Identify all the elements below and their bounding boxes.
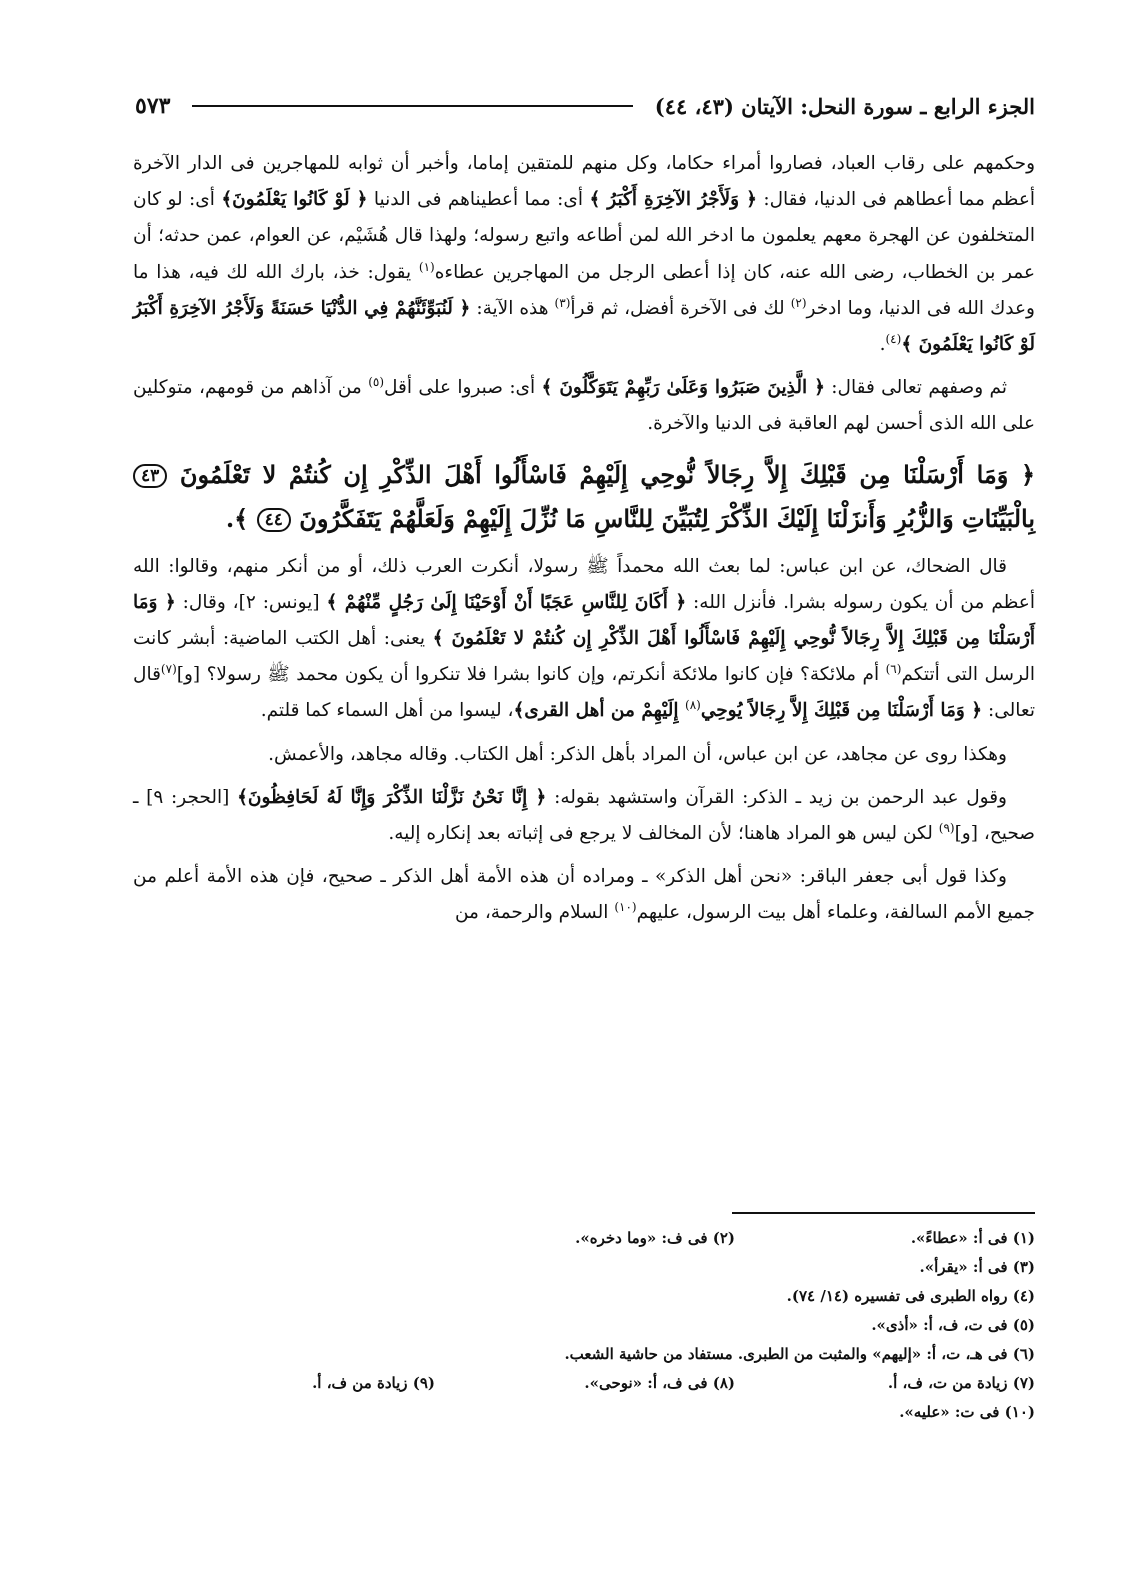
- footnote-row: [133, 1398, 1035, 1427]
- main-verse: ﴿ وَمَا أَرْسَلْنَا مِن قَبْلِكَ إِلاَّ رِجَالاً نُّوحِي إِلَيْهِمْ فَاسْأَلُوا أَهْلَ الذِّكْرِ إِن كُنتُمْ لا تَعْلَمُونَ ٤٣ بِالْبَيِّنَاتِ وَالزُّبُرِ وَأَنزَلْنَا إِلَيْكَ الذِّكْرَ لِتُبَيِّنَ لِلنَّاسِ مَا نُزِّلَ إِلَيْهِمْ وَلَعَلَّهُمْ يَتَفَكَّرُونَ ٤٤ ﴾.: [133, 453, 1035, 541]
- body-text: [133, 146, 1035, 932]
- footnote-ref: (١): [418, 259, 435, 274]
- footnote-2: (٢) فى ف: «وما دخره».: [575, 1229, 735, 1247]
- page-number: ٥٧٣: [135, 93, 171, 119]
- footnote-10: (١٠) فى ت: «عليه».: [899, 1403, 1035, 1421]
- footnote-ref: (٦): [885, 662, 902, 677]
- footnotes: [133, 1224, 1035, 1427]
- footnote-row: [133, 1224, 1035, 1253]
- paragraph-5: وقول عبد الرحمن بن زيد ـ الذكر: القرآن واستشهد بقوله: ﴿ إِنَّا نَحْنُ نَزَّلْنَا الذِّكْرَ وَإِنَّا لَهُ لَحَافِظُونَ﴾ [الحجر: ٩] ـ صحيح، [و]$^{(٩)}$ لكن ليس هو المراد هاهنا؛ لأن المخالف لا يرجع فى إثباته بعد إنكاره إليه.: [133, 786, 1035, 845]
- footnote-ref: (٢): [790, 295, 807, 310]
- quran-quote: ﴿ الَّذِينَ صَبَرُوا وَعَلَىٰ رَبِّهِمْ يَتَوَكَّلُونَ ﴾: [541, 377, 825, 399]
- paragraph-6: وكذا قول أبى جعفر الباقر: «نحن أهل الذكر» ـ ومراده أن هذه الأمة أهل الذكر ـ صحيح، فإن هذه الأمة أعلم من جميع الأمم السالفة، وعلماء أهل بيت الرسول، عليهم$^{(١٠)}$ السلام والرحمة، من: [133, 866, 1035, 924]
- paragraph-4: وهكذا روى عن مجاهد، عن ابن عباس، أن المراد بأهل الذكر: أهل الكتاب. وقاله مجاهد، والأعمش.: [268, 743, 1007, 765]
- footnote-ref: (٣): [554, 295, 571, 310]
- page-header: [135, 84, 1035, 128]
- footnote-ref: (٥): [368, 375, 385, 390]
- quran-quote: ﴿ إِنَّا نَحْنُ نَزَّلْنَا الذِّكْرَ وَإِنَّا لَهُ لَحَافِظُونَ﴾: [237, 786, 547, 808]
- footnote-ref: (٤): [885, 331, 902, 346]
- footnote-row: [133, 1340, 1035, 1369]
- footnote-5: (٥) فى ت، ف، أ: «أذى».: [871, 1316, 1035, 1334]
- ayah-number-marker: ٤٤: [257, 508, 291, 532]
- quran-quote: ﴿ وَمَا أَرْسَلْنَا مِن قَبْلِكَ إِلاَّ رِجَالاً نُّوحِي إِلَيْهِمْ فَاسْأَلُوا أَهْلَ الذِّكْرِ إِن كُنتُمْ لا تَعْلَمُونَ ﴾: [133, 591, 1035, 650]
- footnote-row: [133, 1369, 1035, 1398]
- quran-quote: ﴿ أَكَانَ لِلنَّاسِ عَجَبًا أَنْ أَوْحَيْنَا إِلَىٰ رَجُلٍ مِّنْهُمْ ﴾: [326, 591, 687, 613]
- paragraph-3: قال الضحاك، عن ابن عباس: لما بعث الله محمداً ﷺ رسولا، أنكرت العرب ذلك، أو من أنكر منهم، وقالوا: الله أعظم من أن يكون رسوله بشرا. فأنزل الله: ﴿ أَكَانَ لِلنَّاسِ عَجَبًا أَنْ أَوْحَيْنَا إِلَىٰ رَجُلٍ مِّنْهُمْ ﴾ [يونس: ٢]، وقال: ﴿ وَمَا أَرْسَلْنَا مِن قَبْلِكَ إِلاَّ رِجَالاً نُّوحِي إِلَيْهِمْ فَاسْأَلُوا أَهْلَ الذِّكْرِ إِن كُنتُمْ لا تَعْلَمُونَ ﴾ يعنى: أهل الكتب الماضية: أبشر كانت الرسل التى أتتكم$^{(٦)}$ أم ملائكة؟ فإن كانوا ملائكة أنكرتم، وإن كانوا بشرا فلا تنكروا أن يكون محمد ﷺ رسولا؟ [و]$^{(٧)}$قال تعالى: ﴿ وَمَا أَرْسَلْنَا مِن قَبْلِكَ إِلاَّ رِجَالاً يُوحِي$^{(٨)}$ إِلَيْهِمْ من أهل القرى﴾، ليسوا من أهل السماء كما قلتم.: [133, 555, 1035, 722]
- footnote-ref: (١٠): [614, 900, 637, 915]
- paragraph-2: ثم وصفهم تعالى فقال: ﴿ الَّذِينَ صَبَرُوا وَعَلَىٰ رَبِّهِمْ يَتَوَكَّلُونَ ﴾ أى: صبروا على أقل$^{(٥)}$ من آذاهم من قومهم، متوكلين على الله الذى أحسن لهم العاقبة فى الدنيا والآخرة.: [133, 375, 1035, 435]
- quran-quote: إِلَيْهِمْ من أهل القرى﴾: [513, 700, 685, 722]
- running-title: الجزء الرابع ـ سورة النحل: الآيتان (٤٣، ٤٤): [654, 93, 1035, 119]
- footnote-3: (٣) فى أ: «يقرأ».: [919, 1258, 1035, 1276]
- footnote-6: (٦) فى هـ، ت، أ: «إليهم» والمثبت من الطبرى. مستفاد من حاشية الشعب.: [564, 1345, 1035, 1363]
- footnote-1: (١) فى أ: «عطاءً».: [910, 1229, 1035, 1247]
- header-rule: [192, 105, 632, 107]
- footnote-row: [133, 1253, 1035, 1282]
- footnote-ref: (٨): [685, 698, 701, 713]
- ayah-number-marker: ٤٣: [133, 464, 167, 488]
- footnote-4: (٤) رواه الطبرى فى تفسيره (١٤/ ٧٤).: [786, 1287, 1035, 1305]
- footnote-row: [133, 1282, 1035, 1311]
- quran-quote: ﴿ لَنُبَوِّئَنَّهُمْ فِي الدُّنْيَا حَسَنَةً وَلَأَجْرُ الآخِرَةِ أَكْبَرُ لَوْ كَانُوا يَعْلَمُونَ ﴾: [133, 297, 1035, 356]
- footnote-ref: (٧): [160, 662, 177, 677]
- footnote-row: [133, 1311, 1035, 1340]
- footnote-rule: [732, 1212, 1035, 1214]
- footnote-9: (٩) زيادة من ف، أ.: [312, 1374, 435, 1392]
- footnote-8: (٨) فى ف، أ: «نوحى».: [584, 1374, 735, 1392]
- quran-quote: ﴿ وَلَأَجْرُ الآخِرَةِ أَكْبَرُ ﴾: [589, 189, 757, 211]
- quran-quote: ﴿ وَمَا أَرْسَلْنَا مِن قَبْلِكَ إِلاَّ رِجَالاً يُوحِي: [700, 700, 983, 722]
- footnote-7: (٧) زيادة من ت، ف، أ.: [887, 1374, 1035, 1392]
- paragraph-1: وحكمهم على رقاب العباد، فصاروا أمراء حكاما، وكل منهم للمتقين إماما، وأخبر أن ثوابه للمهاجرين فى الدار الآخرة أعظم مما أعطاهم فى الدنيا، فقال: ﴿ وَلَأَجْرُ الآخِرَةِ أَكْبَرُ ﴾ أى: مما أعطيناهم فى الدنيا ﴿ لَوْ كَانُوا يَعْلَمُونَ﴾ أى: لو كان المتخلفون عن الهجرة معهم يعلمون ما ادخر الله لمن أطاعه واتبع رسوله؛ ولهذا قال هُشَيْم، عن العوام، عمن حدثه؛ أن عمر بن الخطاب، رضى الله عنه، كان إذا أعطى الرجل من المهاجرين عطاءه$^{(١)}$ يقول: خذ، بارك الله لك فيه، هذا ما وعدك الله فى الدنيا، وما ادخر$^{(٢)}$ لك فى الآخرة أفضل، ثم قرأ$^{(٣)}$ هذه الآية: ﴿ لَنُبَوِّئَنَّهُمْ فِي الدُّنْيَا حَسَنَةً وَلَأَجْرُ الآخِرَةِ أَكْبَرُ لَوْ كَانُوا يَعْلَمُونَ ﴾$^{(٤)}$.: [133, 153, 1035, 356]
- quran-quote: ﴿ لَوْ كَانُوا يَعْلَمُونَ﴾: [221, 189, 368, 211]
- footnote-ref: (٩): [938, 820, 955, 835]
